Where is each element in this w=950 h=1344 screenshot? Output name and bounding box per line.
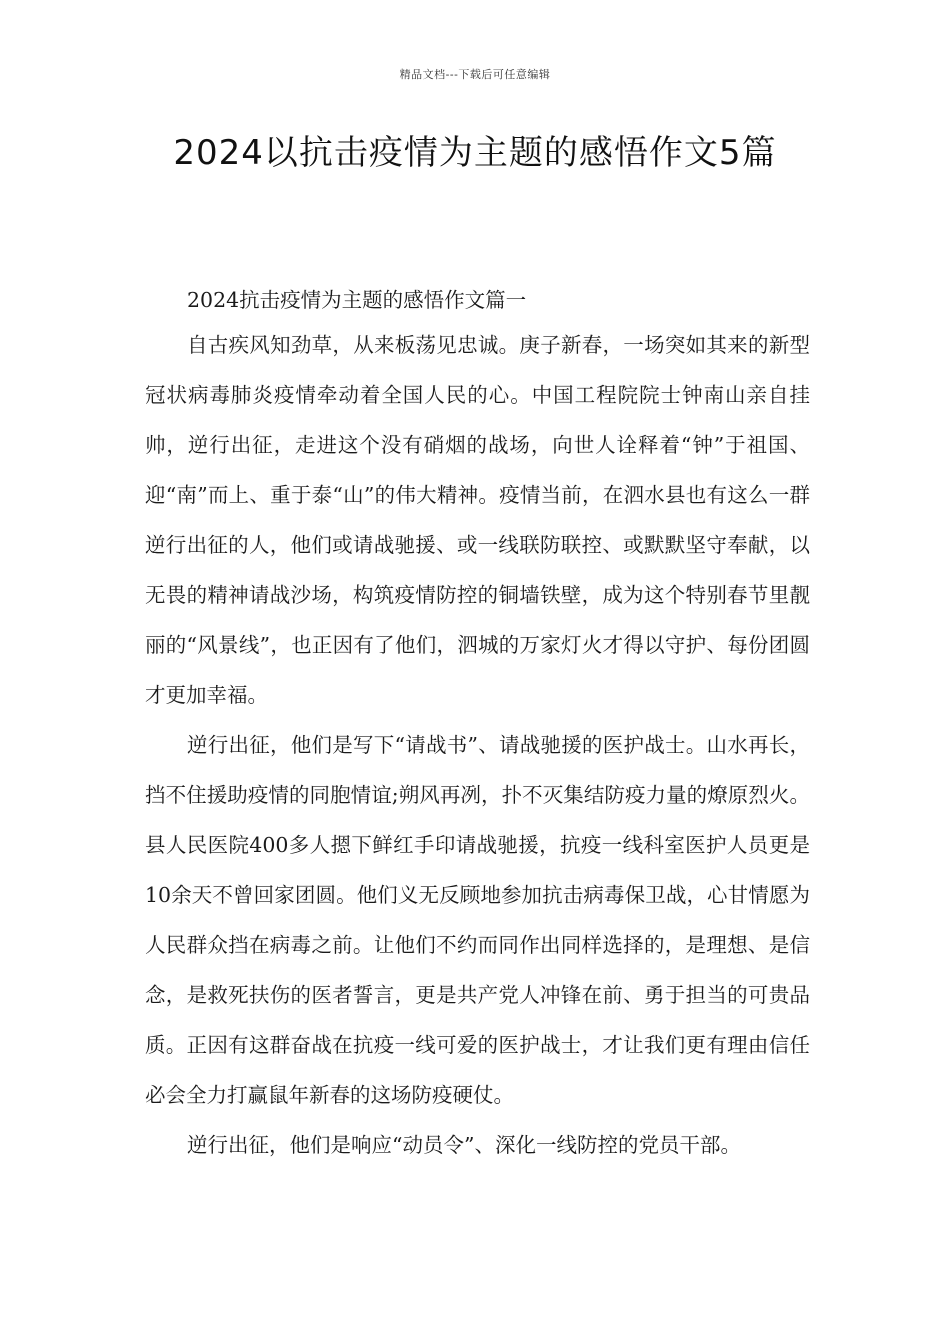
header-note: 精品文档---下载后可任意编辑 [399,68,551,81]
document-body [145,282,810,1170]
section-heading: 2024抗击疫情为主题的感悟作文篇一 [187,288,527,312]
paragraph: 逆行出征，他们是响应“动员令”、深化一线防控的党员干部。 [187,1133,741,1157]
paragraph: 自古疾风知劲草，从来板荡见忠诚。庚子新春，一场突如其来的新型冠状病毒肺炎疫情牵动着全国人民的心。中国工程院院士钟南山亲自挂帅，逆行出征，走进这个没有硝烟的战场，向世人诠释着“钟”于祖国、迎“南”而上、重于泰“山”的伟大精神。疫情当前，在泗水县也有这么一群逆行出征的人，他们或请战驰援、或一线联防联控、或默默坚守奉献，以无畏的精神请战沙场，构筑疫情防控的铜墙铁壁，成为这个特别春节里靓丽的“风景线”，也正因有了他们，泗城的万家灯火才得以守护、每份团圆才更加幸福。 [145,333,810,707]
document-title: 2024以抗击疫情为主题的感悟作文5篇 [173,133,777,173]
paragraph: 逆行出征，他们是写下“请战书”、请战驰援的医护战士。山水再长，挡不住援助疫情的同胞情谊;朔风再冽，扑不灭集结防疫力量的燎原烈火。县人民医院400多人摁下鲜红手印请战驰援，抗疫一线科室医护人员更是10余天不曾回家团圆。他们义无反顾地参加抗击病毒保卫战，心甘情愿为人民群众挡在病毒之前。让他们不约而同作出同样选择的，是理想、是信念，是救死扶伤的医者誓言，更是共产党人冲锋在前、勇于担当的可贵品质。正因有这群奋战在抗疫一线可爱的医护战士，才让我们更有理由信任必会全力打赢鼠年新春的这场防疫硬仗。 [145,733,810,1107]
